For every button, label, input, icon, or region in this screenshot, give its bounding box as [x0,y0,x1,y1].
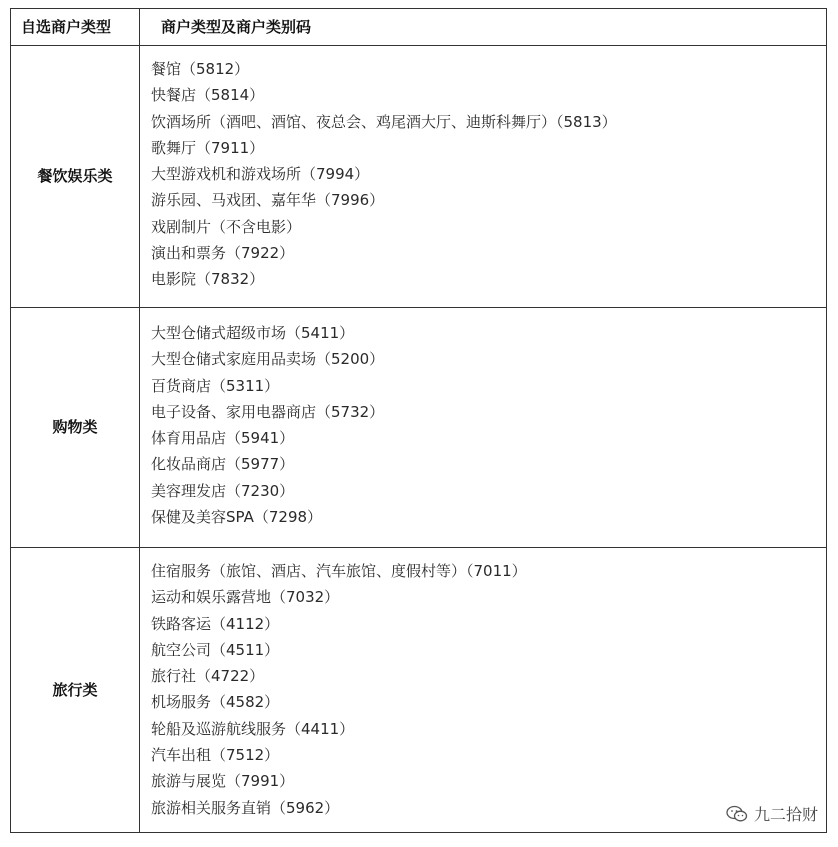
list-item: 歌舞厅（7911） [151,138,265,157]
list-item: 机场服务（4582） [151,693,280,712]
category-dining-entertainment: 餐饮娱乐类 [37,167,113,185]
shopping-list [151,320,816,530]
list-item: 演出和票务（7922） [151,244,295,263]
list-item: 旅游相关服务直销（5962） [151,798,340,817]
list-item: 餐馆（5812） [151,60,250,78]
list-item: 百货商店（5311） [151,376,280,395]
list-item: 戏剧制片（不含电影） [151,217,302,236]
list-item: 住宿服务（旅馆、酒店、汽车旅馆、度假村等）（7011） [151,562,527,580]
dining-entertainment-list [151,56,816,293]
list-item: 轮船及巡游航线服务（4411） [151,719,355,738]
list-item: 游乐园、马戏团、嘉年华（7996） [151,191,385,210]
list-item: 运动和娱乐露营地（7032） [151,588,340,607]
list-item: 饮酒场所（酒吧、酒馆、夜总会、鸡尾酒大厅、迪斯科舞厅）（5813） [151,112,617,131]
column-divider [139,9,140,832]
list-item: 保健及美容SPA（7298） [151,508,323,527]
list-item: 化妆品商店（5977） [151,455,295,474]
list-item: 美容理发店（7230） [151,481,295,500]
list-item: 航空公司（4511） [151,640,280,659]
category-shopping: 购物类 [52,418,98,436]
wechat-icon [726,805,748,823]
merchant-type-table [10,8,827,833]
list-item: 旅游与展览（7991） [151,772,295,791]
list-item: 电子设备、家用电器商店（5732） [151,402,385,421]
list-item: 大型游戏机和游戏场所（7994） [151,165,370,184]
list-item: 大型仓储式超级市场（5411） [151,324,355,342]
list-item: 汽车出租（7512） [151,746,280,765]
list-item: 大型仓储式家庭用品卖场（5200） [151,350,385,369]
list-item: 体育用品店（5941） [151,429,295,448]
watermark-text: 九二拾财 [753,805,818,824]
travel-list [151,558,816,821]
list-item: 铁路客运（4112） [151,614,280,633]
list-item: 快餐店（5814） [151,86,265,105]
watermark [726,802,818,825]
header-merchant-code: 商户类型及商户类别码 [161,18,312,36]
list-item: 旅行社（4722） [151,667,265,686]
header-merchant-type: 自选商户类型 [21,18,112,36]
list-item: 电影院（7832） [151,270,265,289]
category-travel: 旅行类 [52,681,98,699]
